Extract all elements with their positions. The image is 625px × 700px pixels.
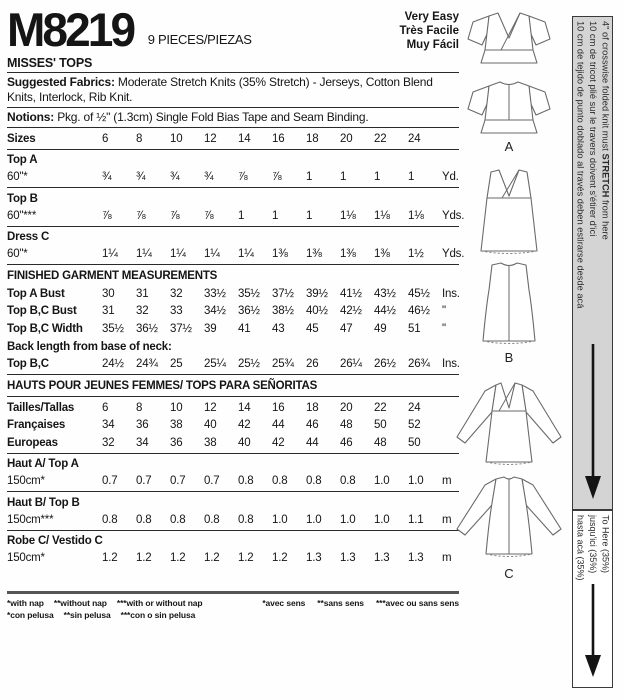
size-value: 16 xyxy=(272,401,285,414)
fabric-width: 60"* xyxy=(7,171,28,184)
measurement-value: 33½ xyxy=(204,287,226,300)
measurement-value: 31 xyxy=(102,305,115,318)
meterage-value: 1.0 xyxy=(272,513,288,526)
yardage-value: 1⅛ xyxy=(408,209,424,222)
size-value: 24 xyxy=(408,132,421,145)
yardage-value: ⅞ xyxy=(170,209,180,222)
metric-yardage-row-haut-a xyxy=(7,473,459,491)
size-value: 38 xyxy=(170,419,183,432)
divider xyxy=(7,264,459,265)
metric-size-label: Europeas xyxy=(7,436,58,449)
fabric-width: 60"* xyxy=(7,248,28,261)
size-value: 34 xyxy=(136,436,149,449)
measurement-label: Top B,C Width xyxy=(7,322,83,335)
info-column xyxy=(7,3,465,620)
stretch-note-fr: 10 cm de tricot plié sur le travers doivent s'étirer d'ici xyxy=(587,21,598,237)
measurement-label: Top B,C xyxy=(7,358,49,371)
unit: Yd. xyxy=(442,171,459,184)
measurement-value: 25¼ xyxy=(204,358,226,371)
fabrics-note xyxy=(7,75,459,105)
fabrics-text: Moderate Stretch Knits (35% Stretch) - Jerseys, Cotton Blend Knits, Interlock, Rib Knit. xyxy=(7,75,433,104)
measurement-value: 24½ xyxy=(102,358,124,371)
finished-measurements-title: FINISHED GARMENT MEASUREMENTS xyxy=(7,270,218,282)
yardage-value: 1 xyxy=(306,171,313,184)
unit: m xyxy=(442,475,452,488)
yardage-value: 1⅜ xyxy=(340,248,356,261)
footnote: **sans sens xyxy=(317,598,364,608)
measurement-value: 36½ xyxy=(136,322,158,335)
measurement-value: 31 xyxy=(136,287,149,300)
footnotes-row-1 xyxy=(7,598,459,608)
divider xyxy=(7,107,459,108)
view-a-back-illustration xyxy=(459,74,559,136)
meterage-value: 0.7 xyxy=(170,475,186,488)
measurement-value: 24¾ xyxy=(136,358,158,371)
measurement-value: 35½ xyxy=(102,322,124,335)
yardage-value: 1¼ xyxy=(238,248,254,261)
fabric-width: 60"*** xyxy=(7,209,37,222)
view-label-c: C xyxy=(504,566,514,581)
footnote: ***avec ou sans sens xyxy=(375,598,459,608)
garment-views-column xyxy=(450,6,568,581)
stretch-gauge-arrow-lower xyxy=(573,584,612,683)
size-value: 44 xyxy=(306,436,319,449)
size-value: 48 xyxy=(374,436,387,449)
measurement-value: 49 xyxy=(374,322,387,335)
meterage-value: 0.8 xyxy=(204,513,220,526)
yardage-value: 1¼ xyxy=(170,248,186,261)
measurement-value: 34½ xyxy=(204,305,226,318)
size-value: 46 xyxy=(340,436,353,449)
footnote-english xyxy=(7,598,213,608)
yardage-value: 1⅜ xyxy=(374,248,390,261)
notions-label: Notions: xyxy=(7,110,55,124)
pieces-count: 9 PIECES/PIEZAS xyxy=(147,32,252,47)
measurement-value: 45 xyxy=(306,322,319,335)
meterage-value: 0.8 xyxy=(306,475,322,488)
view-c-back-illustration xyxy=(451,475,567,563)
measurement-value: 32 xyxy=(136,305,149,318)
metric-group-haut-b: Haut B/ Top B xyxy=(7,496,80,509)
meterage-value: 0.7 xyxy=(102,475,118,488)
fabric-width: 150cm*** xyxy=(7,513,54,526)
divider xyxy=(7,72,459,73)
size-value: 14 xyxy=(238,132,251,145)
view-b-back-illustration xyxy=(459,262,559,348)
masthead xyxy=(7,3,459,56)
footnote: **without nap xyxy=(53,598,107,608)
meterage-value: 0.7 xyxy=(204,475,220,488)
size-value: 44 xyxy=(272,419,285,432)
meterage-value: 1.2 xyxy=(272,552,288,565)
size-value: 18 xyxy=(306,401,319,414)
unit: " xyxy=(442,305,446,318)
yardage-value: 1¼ xyxy=(136,248,152,261)
pattern-number: M8219 xyxy=(7,3,134,56)
yardage-value: 1 xyxy=(340,171,347,184)
size-value: 18 xyxy=(306,132,319,145)
yardage-value: 1⅜ xyxy=(272,248,288,261)
footnote: *avec sens xyxy=(262,598,306,608)
measurement-value: 25½ xyxy=(238,358,260,371)
footnote-spanish xyxy=(7,610,205,620)
yardage-value: ¾ xyxy=(102,171,112,184)
size-value: 36 xyxy=(136,419,149,432)
measurement-value: 41 xyxy=(238,322,251,335)
metric-yardage-row-robe-c xyxy=(7,550,459,568)
size-value: 6 xyxy=(102,132,109,145)
notions-note xyxy=(7,110,459,125)
size-value: 14 xyxy=(238,401,251,414)
divider xyxy=(7,127,459,128)
yardage-value: 1½ xyxy=(408,248,424,261)
size-value: 34 xyxy=(102,419,115,432)
metric-sizes-row xyxy=(7,399,459,417)
unit: Yds. xyxy=(442,209,465,222)
stretch-gauge-lower xyxy=(572,510,613,688)
meterage-value: 1.0 xyxy=(408,475,424,488)
measurement-value: 30 xyxy=(102,287,115,300)
measurement-row-top-bc-width xyxy=(7,320,459,338)
divider xyxy=(7,491,459,492)
yardage-value: 1 xyxy=(306,209,313,222)
meterage-value: 0.8 xyxy=(238,513,254,526)
measurement-value: 51 xyxy=(408,322,421,335)
measurement-value: 26¾ xyxy=(408,358,430,371)
stretch-note-en-post: from here xyxy=(600,197,611,240)
difficulty-en: Very Easy xyxy=(404,11,459,23)
footnote-french xyxy=(250,598,459,608)
size-value: 50 xyxy=(408,436,421,449)
measurement-value: 32 xyxy=(170,287,183,300)
yardage-value: 1⅜ xyxy=(306,248,322,261)
divider xyxy=(7,396,459,397)
view-a-front-illustration xyxy=(459,6,559,66)
unit: Ins. xyxy=(442,287,460,300)
meterage-value: 1.0 xyxy=(306,513,322,526)
yardage-value: ⅞ xyxy=(204,209,214,222)
difficulty-fr: Très Facile xyxy=(399,25,459,37)
meterage-value: 0.8 xyxy=(136,513,152,526)
yardage-value: ⅞ xyxy=(136,209,146,222)
size-value: 42 xyxy=(238,419,251,432)
measurement-value: 41½ xyxy=(340,287,362,300)
measurement-value: 43 xyxy=(272,322,285,335)
down-arrow-icon xyxy=(574,342,612,500)
divider xyxy=(7,453,459,454)
measurement-value: 26¼ xyxy=(340,358,362,371)
footnote-divider xyxy=(7,591,459,594)
size-value: 22 xyxy=(374,132,387,145)
measurement-value: 26½ xyxy=(374,358,396,371)
size-value: 16 xyxy=(272,132,285,145)
unit: " xyxy=(442,322,446,335)
stretch-note-es: 10 cm de tejido de punto doblado al través deben estirarse desde acá xyxy=(575,21,586,309)
measurement-row-back-length xyxy=(7,356,459,374)
meterage-value: 1.2 xyxy=(136,552,152,565)
size-value: 8 xyxy=(136,401,143,414)
yardage-value: ⅞ xyxy=(102,209,112,222)
to-here-fr: jusqu'ici (35%) xyxy=(588,515,599,574)
measurement-value: 46½ xyxy=(408,305,430,318)
size-value: 38 xyxy=(204,436,217,449)
unit: Ins. xyxy=(442,358,460,371)
view-label-a: A xyxy=(504,139,514,154)
meterage-value: 0.8 xyxy=(170,513,186,526)
footnote: ***with or without nap xyxy=(116,598,203,608)
size-value: 42 xyxy=(272,436,285,449)
measurement-value: 26 xyxy=(306,358,319,371)
divider xyxy=(7,226,459,227)
size-value: 8 xyxy=(136,132,143,145)
to-here-en: To Here (35%) xyxy=(600,515,611,574)
size-value: 24 xyxy=(408,401,421,414)
view-c-front-illustration xyxy=(451,381,567,471)
difficulty-es: Muy Fácil xyxy=(406,39,459,51)
down-arrow-icon xyxy=(574,584,612,678)
yardage-value: 1⅛ xyxy=(340,209,356,222)
footnote: **sin pelusa xyxy=(63,610,111,620)
size-value: 40 xyxy=(238,436,251,449)
yardage-value: 1 xyxy=(238,209,245,222)
meterage-value: 1.0 xyxy=(374,513,390,526)
stretch-gauge-arrow-upper xyxy=(573,342,612,505)
yardage-row-top-b xyxy=(7,207,465,225)
divider xyxy=(7,187,459,188)
size-value: 52 xyxy=(408,419,421,432)
measurement-value: 45½ xyxy=(408,287,430,300)
footnote: *with nap xyxy=(7,598,44,608)
yardage-value: ¾ xyxy=(136,171,146,184)
meterage-value: 0.8 xyxy=(102,513,118,526)
meterage-value: 1.0 xyxy=(340,513,356,526)
fabrics-label: Suggested Fabrics: xyxy=(7,75,115,89)
stretch-gauge-upper xyxy=(572,16,613,510)
view-b-front-illustration xyxy=(459,168,559,258)
french-sizes-row xyxy=(7,417,459,435)
size-value: 20 xyxy=(340,401,353,414)
metric-yardage-row-haut-b xyxy=(7,511,459,529)
measurement-label: Top A Bust xyxy=(7,287,65,300)
unit: Yds. xyxy=(442,248,465,261)
stretch-note-en xyxy=(599,21,612,343)
stretch-note-en-bold: STRETCH xyxy=(600,153,611,198)
meterage-value: 1.2 xyxy=(204,552,220,565)
measurement-row-top-a-bust xyxy=(7,285,459,303)
measurement-value: 39½ xyxy=(306,287,328,300)
size-value: 32 xyxy=(102,436,115,449)
sizes-label: Sizes xyxy=(7,132,36,145)
size-value: 12 xyxy=(204,132,217,145)
measurement-row-top-bc-bust xyxy=(7,303,459,321)
yardage-row-top-a xyxy=(7,169,459,187)
yardage-group-top-a: Top A xyxy=(7,154,38,166)
measurement-value: 33 xyxy=(170,305,183,318)
measurement-value: 42½ xyxy=(340,305,362,318)
european-sizes-row xyxy=(7,434,459,452)
stretch-gauge-target xyxy=(574,515,612,587)
size-value: 36 xyxy=(170,436,183,449)
measurement-value: 40½ xyxy=(306,305,328,318)
metric-size-label: Françaises xyxy=(7,419,66,432)
measurement-value: 47 xyxy=(340,322,353,335)
metric-size-label: Tailles/Tallas xyxy=(7,401,75,414)
divider xyxy=(7,374,459,375)
size-value: 12 xyxy=(204,401,217,414)
meterage-value: 1.0 xyxy=(374,475,390,488)
meterage-value: 1.2 xyxy=(170,552,186,565)
measurement-value: 37½ xyxy=(170,322,192,335)
measurement-label: Top B,C Bust xyxy=(7,305,77,318)
meterage-value: 0.8 xyxy=(272,475,288,488)
footnote: ***con o sin pelusa xyxy=(120,610,196,620)
meterage-value: 1.2 xyxy=(102,552,118,565)
meterage-value: 1.3 xyxy=(306,552,322,565)
yardage-value: ⅞ xyxy=(272,171,282,184)
divider xyxy=(7,149,459,150)
to-here-es: hasta acá (35%) xyxy=(575,515,586,581)
size-value: 50 xyxy=(374,419,387,432)
footnote: *con pelusa xyxy=(7,610,54,620)
meterage-value: 1.1 xyxy=(408,513,424,526)
yardage-group-top-b: Top B xyxy=(7,192,38,205)
fabric-width: 150cm* xyxy=(7,552,45,565)
yardage-value: 1 xyxy=(374,171,381,184)
stretch-gauge-note xyxy=(574,21,612,343)
divider xyxy=(7,530,459,531)
size-value: 48 xyxy=(340,419,353,432)
meterage-value: 0.7 xyxy=(136,475,152,488)
yardage-value: ⅞ xyxy=(238,171,248,184)
yardage-group-dress-c: Dress C xyxy=(7,231,50,243)
size-value: 22 xyxy=(374,401,387,414)
meterage-value: 0.8 xyxy=(340,475,356,488)
size-value: 6 xyxy=(102,401,109,414)
size-value: 10 xyxy=(170,401,183,414)
measurement-value: 25¾ xyxy=(272,358,294,371)
category-title: MISSES' TOPS xyxy=(7,56,93,70)
notions-text: Pkg. of ½" (1.3cm) Single Fold Bias Tape and Seam Binding. xyxy=(54,110,369,124)
measurement-value: 44½ xyxy=(374,305,396,318)
view-label-b: B xyxy=(504,350,514,365)
yardage-row-dress-c xyxy=(7,246,465,264)
measurement-value: 38½ xyxy=(272,305,294,318)
size-value: 20 xyxy=(340,132,353,145)
back-length-heading: Back length from base of neck: xyxy=(7,340,172,353)
yardage-value: ¾ xyxy=(170,171,180,184)
footnotes-row-2 xyxy=(7,610,459,620)
yardage-value: 1¼ xyxy=(204,248,220,261)
measurement-value: 37½ xyxy=(272,287,294,300)
measurement-value: 36½ xyxy=(238,305,260,318)
metric-group-haut-a: Haut A/ Top A xyxy=(7,458,79,470)
measurement-value: 39 xyxy=(204,322,217,335)
metric-group-robe-c: Robe C/ Vestido C xyxy=(7,535,103,547)
yardage-value: 1 xyxy=(408,171,415,184)
meterage-value: 0.8 xyxy=(238,475,254,488)
meterage-value: 1.3 xyxy=(374,552,390,565)
unit: m xyxy=(442,552,452,565)
unit: m xyxy=(442,513,452,526)
meterage-value: 1.3 xyxy=(408,552,424,565)
yardage-value: 1⅛ xyxy=(374,209,390,222)
meterage-value: 1.2 xyxy=(238,552,254,565)
metric-section-title: HAUTS POUR JEUNES FEMMES/ TOPS PARA SEÑORITAS xyxy=(7,380,318,392)
yardage-value: 1¼ xyxy=(102,248,118,261)
measurement-value: 25 xyxy=(170,358,183,371)
stretch-note-en-pre: 4" of crosswise folded knit must xyxy=(600,21,611,154)
measurement-value: 35½ xyxy=(238,287,260,300)
size-value: 40 xyxy=(204,419,217,432)
yardage-value: ¾ xyxy=(204,171,214,184)
sizes-header-row xyxy=(7,130,459,148)
fabric-width: 150cm* xyxy=(7,475,45,488)
yardage-value: 1 xyxy=(272,209,279,222)
size-value: 46 xyxy=(306,419,319,432)
size-value: 10 xyxy=(170,132,183,145)
measurement-value: 43½ xyxy=(374,287,396,300)
meterage-value: 1.3 xyxy=(340,552,356,565)
